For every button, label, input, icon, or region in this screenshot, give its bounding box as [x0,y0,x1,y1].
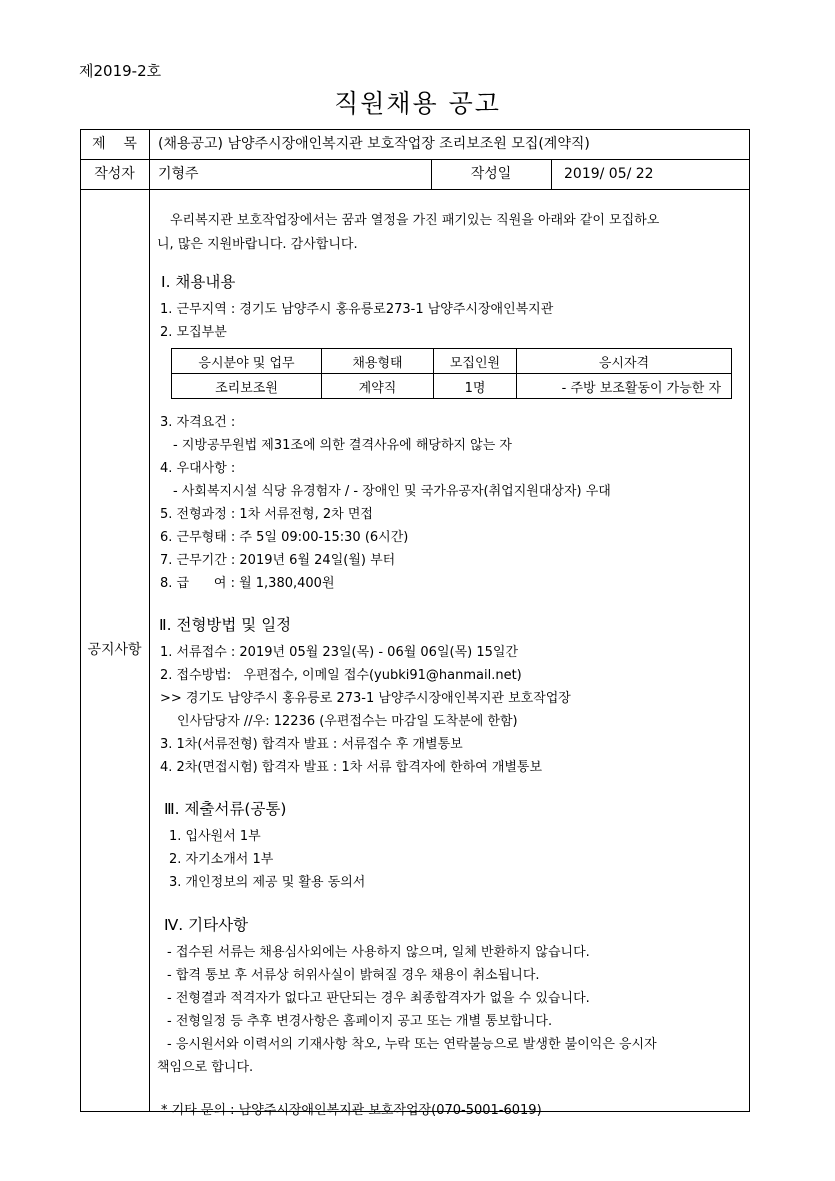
table-header-cell: 채용형태 [322,349,434,374]
list-item: 1. 서류접수 : 2019년 05월 23일(목) - 06월 06일(목) 15일간 [160,645,519,660]
recruitment-table [171,348,732,399]
list-item: 책임으로 합니다. [157,1060,254,1075]
intro-line: 니, 많은 지원바랍니다. 감사합니다. [157,237,358,252]
list-subitem: - 사회복지시설 식당 유경험자 / - 장애인 및 국가유공자(취업지원대상자) 우대 [173,484,611,499]
author-label: 작성자 [94,166,135,182]
table-cell: - 주방 보조활동이 가능한 자 [517,374,732,399]
table-header-cell: 응시자격 [517,349,732,374]
list-item: 6. 근무형태 : 주 5일 09:00-15:30 (6시간) [160,530,409,545]
list-item: 2. 자기소개서 1부 [169,852,274,867]
table-header-cell: 모집인원 [434,349,517,374]
document-number: 제2019-2호 [79,62,162,80]
list-item: 3. 자격요건 : [160,415,236,430]
divider [149,129,150,1112]
table-cell: 조리보조원 [172,374,322,399]
section-heading: Ⅱ. 전형방법 및 일정 [159,616,292,634]
notice-label: 공지사항 [87,642,142,658]
date-value: 2019/ 05/ 22 [564,166,654,182]
list-subitem: >> 경기도 남양주시 홍유릉로 273-1 남양주시장애인복지관 보호작업장 [160,691,571,706]
list-item: 1. 근무지역 : 경기도 남양주시 홍유릉로273-1 남양주시장애인복지관 [160,302,554,317]
table-cell: 1명 [434,374,517,399]
list-item: 8. 급 여 : 월 1,380,400원 [160,576,335,591]
table-row [172,374,732,399]
subject-label: 제 목 [92,136,137,152]
list-item: 7. 근무기간 : 2019년 6월 24일(월) 부터 [160,553,396,568]
list-item: - 응시원서와 이력서의 기재사항 착오, 누락 또는 연락불능으로 발생한 불이익은 응시자 [167,1037,657,1052]
list-item: 5. 전형과정 : 1차 서류전형, 2차 면접 [160,507,373,522]
author-value: 기형주 [158,166,199,182]
list-item: 2. 접수방법: 우편접수, 이메일 접수(yubki91@hanmail.net) [160,668,522,683]
table-header-row [172,349,732,374]
list-item: 4. 우대사항 : [160,461,236,476]
contact-info: * 기타 문의 : 남양주시장애인복지관 보호작업장(070-5001-6019) [161,1103,542,1118]
list-subitem: - 지방공무원법 제31조에 의한 결격사유에 해당하지 않는 자 [173,438,512,453]
table-header-cell: 응시분야 및 업무 [172,349,322,374]
section-heading: Ⅰ. 채용내용 [161,273,236,291]
table-cell: 계약직 [322,374,434,399]
list-item: 3. 개인정보의 제공 및 활용 동의서 [169,875,366,890]
list-item: 1. 입사원서 1부 [169,829,261,844]
page-title: 직원채용 공고 [334,89,501,118]
divider [80,189,750,190]
divider [551,159,552,189]
section-heading: Ⅲ. 제출서류(공통) [164,800,287,818]
list-item: - 전형일정 등 추후 변경사항은 홈페이지 공고 또는 개별 통보합니다. [167,1014,553,1029]
list-item: 3. 1차(서류전형) 합격자 발표 : 서류접수 후 개별통보 [160,737,463,752]
list-item: 4. 2차(면접시험) 합격자 발표 : 1차 서류 합격자에 한하여 개별통보 [160,760,543,775]
subject-value: (채용공고) 남양주시장애인복지관 보호작업장 조리보조원 모집(계약직) [158,136,590,152]
intro-line: 우리복지관 보호작업장에서는 꿈과 열정을 가진 패기있는 직원을 아래와 같이 모집하오 [170,213,660,228]
list-item: - 합격 통보 후 서류상 허위사실이 밝혀질 경우 채용이 취소됩니다. [167,968,540,983]
date-label: 작성일 [470,166,512,182]
list-subitem: 인사담당자 //우: 12236 (우편접수는 마감일 도착분에 한함) [177,714,518,729]
list-item: - 전형결과 적격자가 없다고 판단되는 경우 최종합격자가 없을 수 있습니다. [167,991,590,1006]
list-item: 2. 모집부분 [160,325,227,340]
list-item: - 접수된 서류는 채용심사외에는 사용하지 않으며, 일체 반환하지 않습니다. [167,945,590,960]
section-heading: Ⅳ. 기타사항 [164,916,249,934]
